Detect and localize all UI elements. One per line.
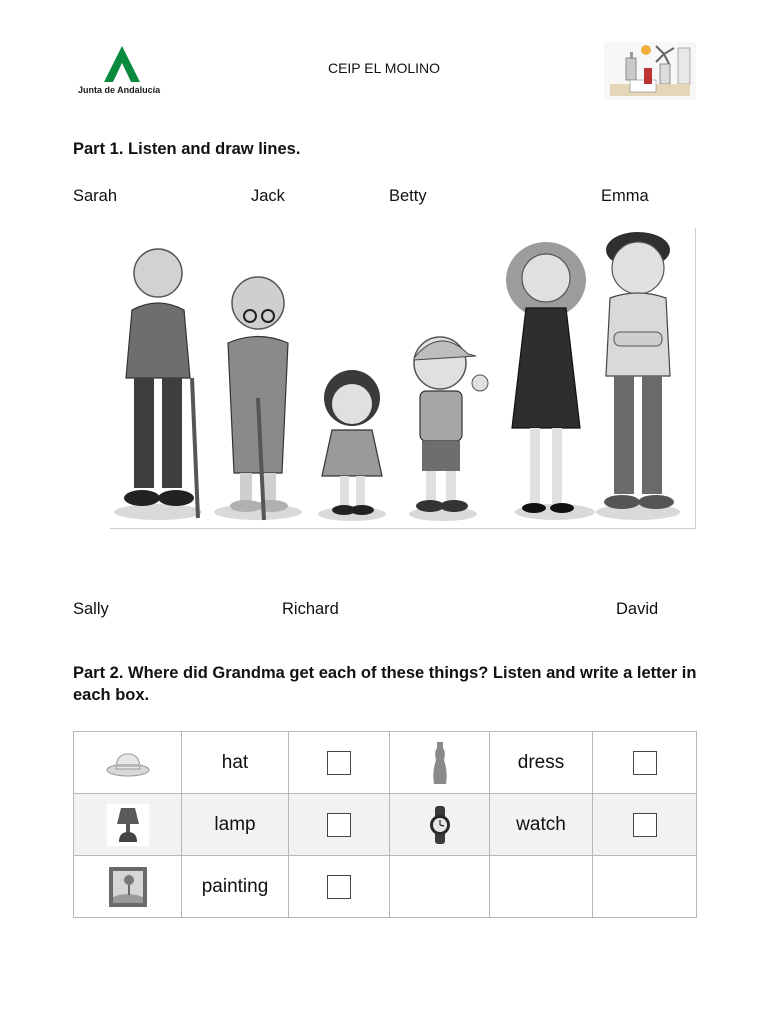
name-bottom-david: David <box>616 600 659 618</box>
family-illustration <box>110 228 696 529</box>
windmill-logo-icon <box>604 42 696 100</box>
answer-box-dress[interactable] <box>633 751 657 775</box>
item-image-cell <box>74 794 182 856</box>
empty-cell <box>593 856 697 918</box>
name-top-emma: Emma <box>601 187 649 205</box>
school-logo <box>604 42 696 100</box>
name-top-sarah: Sarah <box>73 187 118 205</box>
name-bottom-sally: Sally <box>73 600 109 618</box>
answer-box-lamp[interactable] <box>327 813 351 837</box>
name-bottom-richard: Richard <box>282 600 339 618</box>
item-word-cell: watch <box>490 794 593 856</box>
girl-figure <box>322 370 382 515</box>
answer-cell <box>593 794 697 856</box>
answer-box-watch[interactable] <box>633 813 657 837</box>
grandpa-figure <box>124 249 198 518</box>
hat-icon <box>105 748 151 778</box>
name-top-jack: Jack <box>251 187 285 205</box>
lamp-icon <box>107 804 149 846</box>
family-people-icon <box>110 228 695 528</box>
painting-icon <box>109 867 147 907</box>
answer-cell <box>289 794 390 856</box>
empty-cell <box>490 856 593 918</box>
item-image-cell <box>390 794 490 856</box>
answer-box-hat[interactable] <box>327 751 351 775</box>
watch-icon <box>428 806 452 844</box>
item-image-cell <box>74 732 182 794</box>
name-top-betty: Betty <box>389 187 427 205</box>
item-image-cell <box>74 856 182 918</box>
empty-cell <box>390 856 490 918</box>
item-image-cell <box>390 732 490 794</box>
table-row <box>74 732 697 794</box>
brand-text: Junta de Andalucía <box>78 85 161 95</box>
item-word-cell: dress <box>490 732 593 794</box>
items-table <box>73 731 697 918</box>
answer-box-painting[interactable] <box>327 875 351 899</box>
grandma-figure <box>228 277 288 520</box>
mother-figure <box>506 242 586 513</box>
father-figure <box>604 232 674 509</box>
answer-cell <box>289 856 390 918</box>
table-row <box>74 794 697 856</box>
school-name: CEIP EL MOLINO <box>327 60 441 76</box>
answer-cell <box>593 732 697 794</box>
part1-heading: Part 1. Listen and draw lines. <box>73 140 301 158</box>
item-word-cell: hat <box>182 732 289 794</box>
item-word-cell: lamp <box>182 794 289 856</box>
table-row <box>74 856 697 918</box>
item-word-cell: painting <box>182 856 289 918</box>
dress-icon <box>432 742 448 784</box>
boy-figure <box>414 337 488 512</box>
part2-heading: Part 2. Where did Grandma get each of these things? Listen and write a letter in each box. <box>73 664 697 704</box>
answer-cell <box>289 732 390 794</box>
